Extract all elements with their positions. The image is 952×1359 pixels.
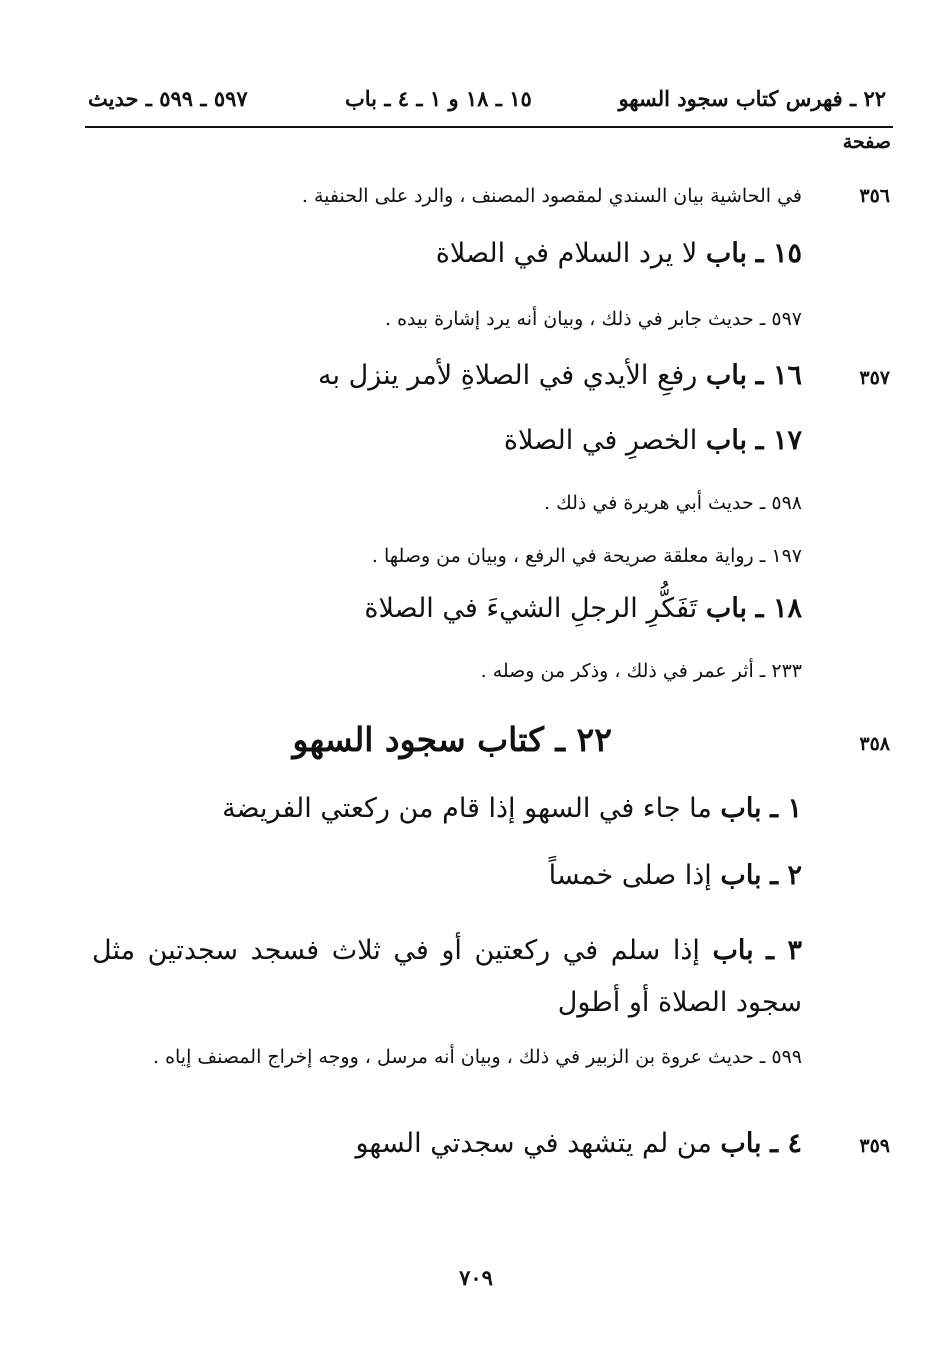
bab-number: ٤ ـ	[770, 1128, 802, 1159]
bab-title: من لم يتشهد في سجدتي السهو	[355, 1128, 712, 1159]
bab-keyword: باب	[720, 860, 762, 891]
bab-keyword: باب	[720, 793, 762, 824]
mualaq-entry: ١٩٧ ـ رواية معلقة صريحة في الرفع ، وبيان من وصلها .	[371, 545, 802, 567]
page-number: ٣٥٧	[859, 367, 890, 389]
bab-number: ٣ ـ	[766, 935, 802, 966]
bab-title: لا يرد السلام في الصلاة	[435, 238, 698, 269]
hadith-entry: ٥٩٧ ـ حديث جابر في ذلك ، وبيان أنه يرد إشارة بيده .	[385, 308, 802, 330]
running-header-chapter: ٢٢ ـ فهرس كتاب سجود السهو	[618, 86, 886, 111]
bab-keyword: باب	[720, 1128, 762, 1159]
bab-heading	[549, 860, 802, 891]
bab-keyword: باب	[705, 238, 748, 269]
hadith-entry: ٥٩٩ ـ حديث عروة بن الزبير في ذلك ، وبيان أنه مرسل ، ووجه إخراج المصنف إياه .	[152, 1046, 802, 1068]
bab-title: رفعِ الأيدي في الصلاةِ لأمر ينزل به	[318, 360, 698, 391]
bab-number: ١ ـ	[770, 793, 802, 824]
bab-heading	[355, 1128, 802, 1159]
index-note: في الحاشية بيان السندي لمقصود المصنف ، والرد على الحنفية .	[301, 185, 802, 207]
bab-heading	[504, 425, 802, 456]
bab-heading	[92, 925, 802, 1029]
page-number: ٣٥٩	[859, 1135, 890, 1157]
bab-title: الخصرِ في الصلاة	[503, 425, 698, 456]
bab-heading	[364, 593, 802, 624]
running-header-chapters-range: ١٥ ـ ١٨ و ١ ـ ٤ ـ باب	[345, 86, 532, 111]
page-column-label: صفحة	[842, 131, 891, 153]
running-header-hadith-range: ٥٩٧ ـ ٥٩٩ ـ حديث	[88, 86, 248, 111]
bab-number: ١٥ ـ	[755, 238, 802, 269]
folio-page-number: ٧٠٩	[459, 1265, 493, 1290]
bab-number: ١٨ ـ	[755, 593, 802, 624]
page-number: ٣٥٨	[859, 733, 890, 755]
bab-title: ما جاء في السهو إذا قام من ركعتي الفريضة	[222, 793, 712, 824]
bab-heading	[318, 360, 802, 391]
bab-number: ١٧ ـ	[755, 425, 802, 456]
bab-title: إذا سلم في ركعتين أو في ثلاث فسجد سجدتين مثل سجود الصلاة أو أطول	[92, 935, 802, 1018]
header-rule	[85, 126, 893, 128]
bab-number: ٢ ـ	[770, 860, 802, 891]
bab-keyword: باب	[705, 593, 748, 624]
hadith-entry: ٥٩٨ ـ حديث أبي هريرة في ذلك .	[544, 492, 802, 514]
bab-heading	[436, 238, 802, 269]
bab-title: تَفَكُّرِ الرجلِ الشيءَ في الصلاة	[364, 593, 698, 624]
bab-heading	[222, 793, 802, 824]
bab-keyword: باب	[705, 360, 748, 391]
athar-entry: ٢٣٣ ـ أثر عمر في ذلك ، وذكر من وصله .	[480, 660, 802, 682]
page-number: ٣٥٦	[859, 185, 890, 207]
bab-title: إذا صلى خمساً	[548, 860, 712, 891]
bab-keyword: باب	[712, 935, 754, 966]
kitab-heading: ٢٢ ـ كتاب سجود السهو	[292, 720, 612, 759]
bab-keyword: باب	[705, 425, 748, 456]
bab-number: ١٦ ـ	[755, 360, 802, 391]
